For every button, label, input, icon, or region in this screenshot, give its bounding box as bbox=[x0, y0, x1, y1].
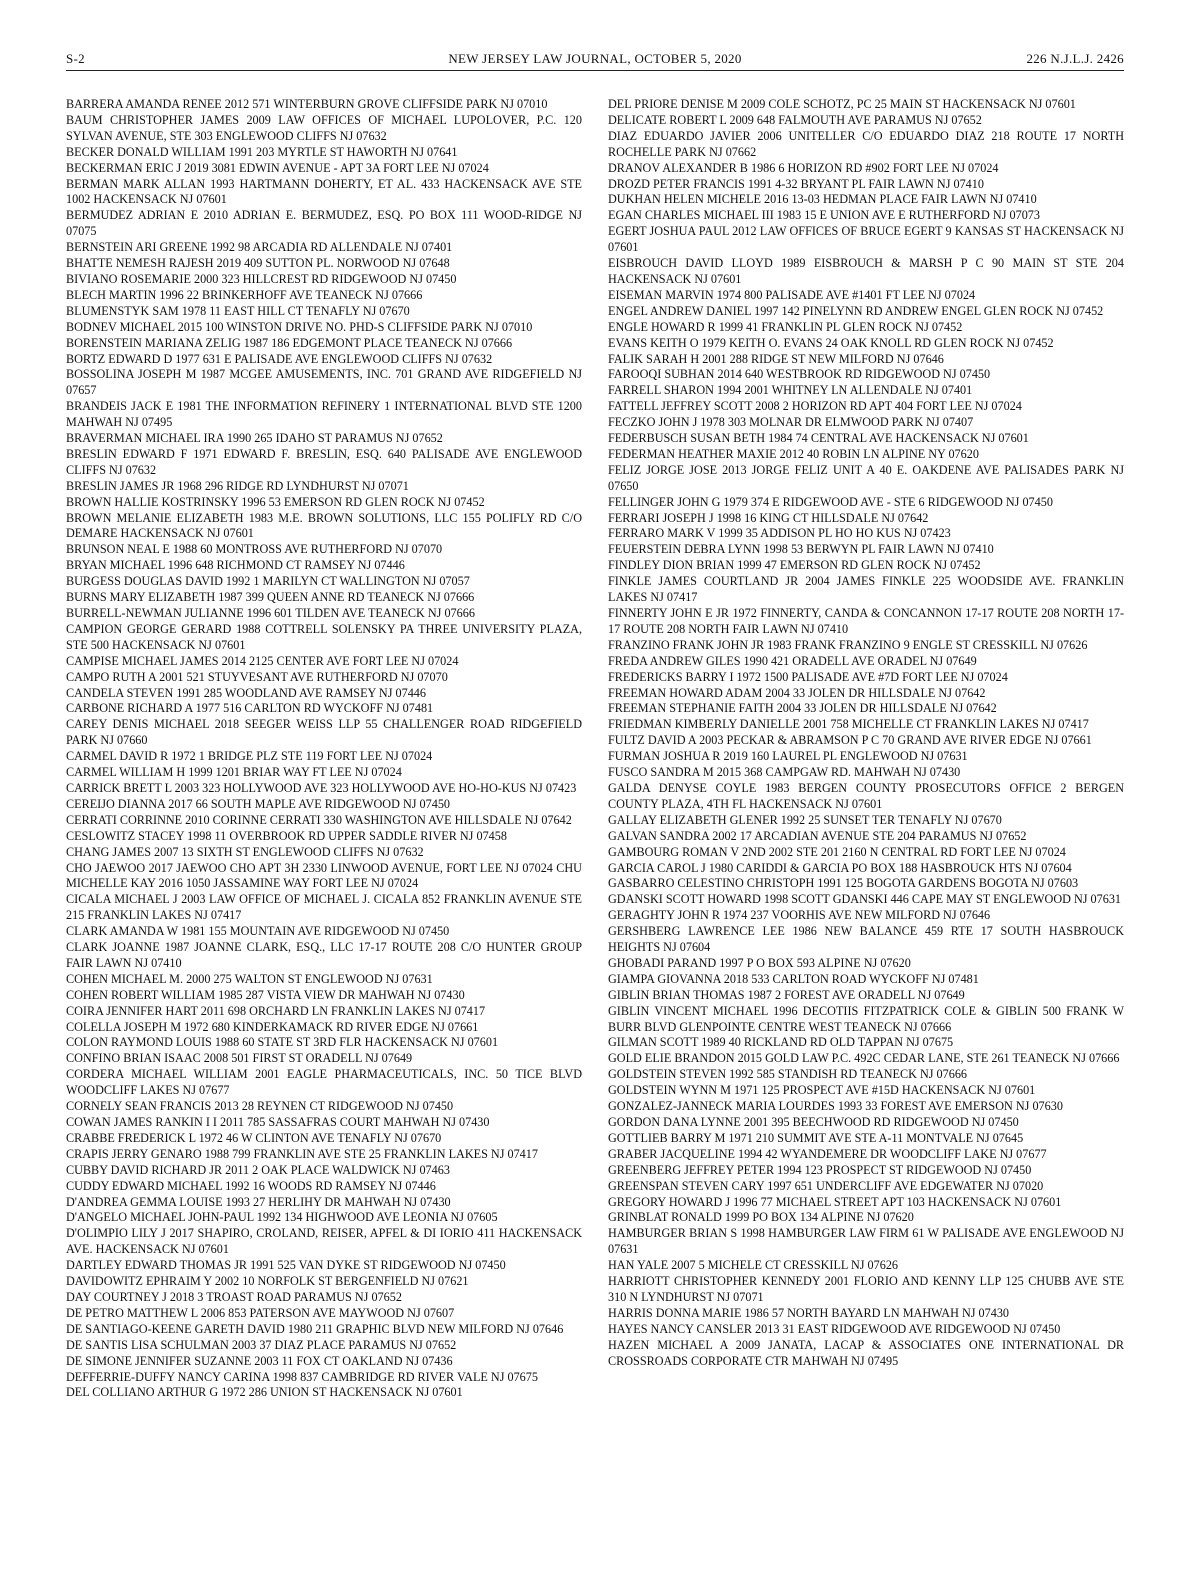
attorney-listing: DEFFERRIE-DUFFY NANCY CARINA 1998 837 CAMBRIDGE RD RIVER VALE NJ 07675 bbox=[66, 1369, 538, 1384]
attorney-listing: DEL PRIORE DENISE M 2009 COLE SCHOTZ, PC 25 MAIN ST HACKENSACK NJ 07601 bbox=[608, 97, 1076, 111]
attorney-listing: BARRERA AMANDA RENEE 2012 571 WINTERBURN GROVE CLIFFSIDE PARK NJ 07010 bbox=[66, 97, 548, 111]
attorney-listing: HAMBURGER BRIAN S 1998 HAMBURGER LAW FIRM 61 W PALISADE AVE ENGLEWOOD NJ 07631 bbox=[608, 1226, 1124, 1257]
attorney-listing: BODNEV MICHAEL 2015 100 WINSTON DRIVE NO. PHD-S CLIFFSIDE PARK NJ 07010 bbox=[66, 319, 533, 334]
attorney-listing: FUSCO SANDRA M 2015 368 CAMPGAW RD. MAHWAH NJ 07430 bbox=[608, 765, 961, 780]
attorney-listing: BROWN HALLIE KOSTRINSKY 1996 53 EMERSON RD GLEN ROCK NJ 07452 bbox=[66, 494, 485, 509]
attorney-listing: FINDLEY DION BRIAN 1999 47 EMERSON RD GLEN ROCK NJ 07452 bbox=[608, 558, 981, 573]
attorney-listing: GASBARRO CELESTINO CHRISTOPH 1991 125 BOGOTA GARDENS BOGOTA NJ 07603 bbox=[608, 876, 1079, 891]
attorney-listing: CAMPION GEORGE GERARD 1988 COTTRELL SOLENSKY PA THREE UNIVERSITY PLAZA, STE 500 HACKENSACK NJ 07601 bbox=[66, 621, 582, 652]
attorney-listing: D'OLIMPIO LILY J 2017 SHAPIRO, CROLAND, REISER, APFEL & DI IORIO 411 HACKENSACK AVE. HACKENSACK NJ 07601 bbox=[66, 1226, 582, 1257]
attorney-listing: COIRA JENNIFER HART 2011 698 ORCHARD LN FRANKLIN LAKES NJ 07417 bbox=[66, 1003, 486, 1018]
attorney-listing: CRAPIS JERRY GENARO 1988 799 FRANKLIN AVE STE 25 FRANKLIN LAKES NJ 07417 bbox=[66, 1146, 538, 1161]
attorney-listing: GREENBERG JEFFREY PETER 1994 123 PROSPECT ST RIDGEWOOD NJ 07450 bbox=[608, 1162, 1032, 1177]
attorney-listing: CUBBY DAVID RICHARD JR 2011 2 OAK PLACE WALDWICK NJ 07463 bbox=[66, 1162, 450, 1177]
attorney-listing: FERRARO MARK V 1999 35 ADDISON PL HO HO KUS NJ 07423 bbox=[608, 526, 951, 541]
attorney-listing: ENGEL ANDREW DANIEL 1997 142 PINELYNN RD ANDREW ENGEL GLEN ROCK NJ 07452 bbox=[608, 303, 1104, 318]
attorney-listing: FREDERICKS BARRY I 1972 1500 PALISADE AVE #7D FORT LEE NJ 07024 bbox=[608, 669, 1008, 684]
attorney-listing: CORDERA MICHAEL WILLIAM 2001 EAGLE PHARMACEUTICALS, INC. 50 TICE BLVD WOODCLIFF LAKES NJ 07677 bbox=[66, 1067, 582, 1098]
attorney-listing: GREGORY HOWARD J 1996 77 MICHAEL STREET APT 103 HACKENSACK NJ 07601 bbox=[608, 1194, 1062, 1209]
attorney-listing: EGAN CHARLES MICHAEL III 1983 15 E UNION AVE E RUTHERFORD NJ 07073 bbox=[608, 208, 1040, 223]
attorney-listing: HARRIS DONNA MARIE 1986 57 NORTH BAYARD LN MAHWAH NJ 07430 bbox=[608, 1305, 1010, 1320]
attorney-listing: GARCIA CAROL J 1980 CARIDDI & GARCIA PO BOX 188 HASBROUCK HTS NJ 07604 bbox=[608, 860, 1072, 875]
attorney-listing: GIAMPA GIOVANNA 2018 533 CARLTON ROAD WYCKOFF NJ 07481 bbox=[608, 971, 979, 986]
attorney-listing: BECKERMAN ERIC J 2019 3081 EDWIN AVENUE - APT 3A FORT LEE NJ 07024 bbox=[66, 160, 489, 175]
attorney-listing: DEL COLLIANO ARTHUR G 1972 286 UNION ST HACKENSACK NJ 07601 bbox=[66, 1385, 463, 1400]
attorney-listing: DRANOV ALEXANDER B 1986 6 HORIZON RD #902 FORT LEE NJ 07024 bbox=[608, 160, 999, 175]
attorney-listing: FREDA ANDREW GILES 1990 421 ORADELL AVE ORADEL NJ 07649 bbox=[608, 653, 977, 668]
attorney-listing: BRESLIN JAMES JR 1968 296 RIDGE RD LYNDHURST NJ 07071 bbox=[66, 478, 409, 493]
attorney-listing: CONFINO BRIAN ISAAC 2008 501 FIRST ST ORADELL NJ 07649 bbox=[66, 1051, 413, 1066]
attorney-listing: FALIK SARAH H 2001 288 RIDGE ST NEW MILFORD NJ 07646 bbox=[608, 351, 944, 366]
attorney-listing: FAROOQI SUBHAN 2014 640 WESTBROOK RD RIDGEWOOD NJ 07450 bbox=[608, 367, 991, 382]
attorney-listing: FELIZ JORGE JOSE 2013 JORGE FELIZ UNIT A 40 E. OAKDENE AVE PALISADES PARK NJ 07650 bbox=[608, 462, 1124, 493]
attorney-listing: DE SANTIAGO-KEENE GARETH DAVID 1980 211 GRAPHIC BLVD NEW MILFORD NJ 07646 bbox=[66, 1321, 564, 1336]
attorney-listing: FURMAN JOSHUA R 2019 160 LAUREL PL ENGLEWOOD NJ 07631 bbox=[608, 749, 968, 764]
page-label: S-2 bbox=[66, 51, 85, 66]
attorney-listing: GORDON DANA LYNNE 2001 395 BEECHWOOD RD RIDGEWOOD NJ 07450 bbox=[608, 1115, 1019, 1129]
left-column bbox=[66, 97, 582, 1401]
attorney-listing: DUKHAN HELEN MICHELE 2016 13-03 HEDMAN PLACE FAIR LAWN NJ 07410 bbox=[608, 192, 1037, 207]
attorney-listing: HAZEN MICHAEL A 2009 JANATA, LACAP & ASSOCIATES ONE INTERNATIONAL DR CROSSROADS CORPORATE CTR MAHWAH NJ 07495 bbox=[608, 1337, 1124, 1368]
attorney-listing: BURNS MARY ELIZABETH 1987 399 QUEEN ANNE RD TEANECK NJ 07666 bbox=[66, 590, 475, 605]
attorney-listing: CEREIJO DIANNA 2017 66 SOUTH MAPLE AVE RIDGEWOOD NJ 07450 bbox=[66, 796, 451, 811]
attorney-listing: FREEMAN STEPHANIE FAITH 2004 33 JOLEN DR HILLSDALE NJ 07642 bbox=[608, 701, 997, 716]
attorney-listing: EISEMAN MARVIN 1974 800 PALISADE AVE #1401 FT LEE NJ 07024 bbox=[608, 287, 976, 302]
attorney-listing: GERSHBERG LAWRENCE LEE 1986 NEW BALANCE 459 RTE 17 SOUTH HASBROUCK HEIGHTS NJ 07604 bbox=[608, 924, 1124, 955]
attorney-listing: FELLINGER JOHN G 1979 374 E RIDGEWOOD AVE - STE 6 RIDGEWOOD NJ 07450 bbox=[608, 494, 1053, 509]
attorney-listing: BORTZ EDWARD D 1977 631 E PALISADE AVE ENGLEWOOD CLIFFS NJ 07632 bbox=[66, 351, 493, 366]
attorney-listing: GOLDSTEIN STEVEN 1992 585 STANDISH RD TEANECK NJ 07666 bbox=[608, 1067, 968, 1082]
attorney-listing: GIBLIN BRIAN THOMAS 1987 2 FOREST AVE ORADELL NJ 07649 bbox=[608, 987, 965, 1002]
attorney-listing: CANDELA STEVEN 1991 285 WOODLAND AVE RAMSEY NJ 07446 bbox=[66, 685, 426, 700]
attorney-listing: FERRARI JOSEPH J 1998 16 KING CT HILLSDALE NJ 07642 bbox=[608, 510, 929, 525]
attorney-listing: CAREY DENIS MICHAEL 2018 SEEGER WEISS LLP 55 CHALLENGER ROAD RIDGEFIELD PARK NJ 07660 bbox=[66, 717, 582, 748]
attorney-listing: GONZALEZ-JANNECK MARIA LOURDES 1993 33 FOREST AVE EMERSON NJ 07630 bbox=[608, 1099, 1063, 1114]
attorney-listing: EVANS KEITH O 1979 KEITH O. EVANS 24 OAK KNOLL RD GLEN ROCK NJ 07452 bbox=[608, 335, 1054, 350]
attorney-listing: BIVIANO ROSEMARIE 2000 323 HILLCREST RD RIDGEWOOD NJ 07450 bbox=[66, 271, 457, 286]
attorney-listing: CARMEL WILLIAM H 1999 1201 BRIAR WAY FT LEE NJ 07024 bbox=[66, 765, 402, 780]
attorney-listing: COLON RAYMOND LOUIS 1988 60 STATE ST 3RD FLR HACKENSACK NJ 07601 bbox=[66, 1035, 499, 1050]
attorney-listing: GIBLIN VINCENT MICHAEL 1996 DECOTIIS FITZPATRICK COLE & GIBLIN 500 FRANK W BURR BLVD GLENPOINTE CENTRE WEST TEANECK NJ 07666 bbox=[608, 1003, 1124, 1034]
attorney-listing: BECKER DONALD WILLIAM 1991 203 MYRTLE ST HAWORTH NJ 07641 bbox=[66, 144, 458, 159]
attorney-listing: GRABER JACQUELINE 1994 42 WYANDEMERE DR WOODCLIFF LAKE NJ 07677 bbox=[608, 1146, 1047, 1161]
right-column bbox=[608, 97, 1124, 1370]
attorney-listing: FECZKO JOHN J 1978 303 MOLNAR DR ELMWOOD PARK NJ 07407 bbox=[608, 415, 974, 430]
attorney-listing: CICALA MICHAEL J 2003 LAW OFFICE OF MICHAEL J. CICALA 852 FRANKLIN AVENUE STE 215 FRANKLIN LAKES NJ 07417 bbox=[66, 892, 582, 923]
attorney-listing: HAN YALE 2007 5 MICHELE CT CRESSKILL NJ 07626 bbox=[608, 1258, 899, 1273]
attorney-listing: GREENSPAN STEVEN CARY 1997 651 UNDERCLIFF AVE EDGEWATER NJ 07020 bbox=[608, 1178, 1044, 1193]
attorney-listing: FEDERMAN HEATHER MAXIE 2012 40 ROBIN LN ALPINE NY 07620 bbox=[608, 446, 979, 461]
attorney-listing: CARRICK BRETT L 2003 323 HOLLYWOOD AVE 323 HOLLYWOOD AVE HO-HO-KUS NJ 07423 bbox=[66, 780, 577, 795]
attorney-listing: FATTELL JEFFREY SCOTT 2008 2 HORIZON RD APT 404 FORT LEE NJ 07024 bbox=[608, 399, 1022, 414]
attorney-listing: FRIEDMAN KIMBERLY DANIELLE 2001 758 MICHELLE CT FRANKLIN LAKES NJ 07417 bbox=[608, 717, 1089, 732]
attorney-listing: BRANDEIS JACK E 1981 THE INFORMATION REFINERY 1 INTERNATIONAL BLVD STE 1200 MAHWAH NJ 07495 bbox=[66, 399, 582, 430]
attorney-listing: BRYAN MICHAEL 1996 648 RICHMOND CT RAMSEY NJ 07446 bbox=[66, 558, 405, 573]
attorney-listing: BAUM CHRISTOPHER JAMES 2009 LAW OFFICES OF MICHAEL LUPOLOVER, P.C. 120 SYLVAN AVENUE, STE 303 ENGLEWOOD CLIFFS NJ 07632 bbox=[66, 112, 582, 143]
attorney-listing: CLARK JOANNE 1987 JOANNE CLARK, ESQ., LLC 17-17 ROUTE 208 C/O HUNTER GROUP FAIR LAWN NJ 07410 bbox=[66, 940, 582, 970]
attorney-listing: EISBROUCH DAVID LLOYD 1989 EISBROUCH & MARSH P C 90 MAIN ST STE 204 HACKENSACK NJ 07601 bbox=[608, 256, 1124, 286]
attorney-listing: BROWN MELANIE ELIZABETH 1983 M.E. BROWN SOLUTIONS, LLC 155 POLIFLY RD C/O DEMARE HACKENSACK NJ 07601 bbox=[66, 510, 582, 541]
attorney-listing: FREEMAN HOWARD ADAM 2004 33 JOLEN DR HILLSDALE NJ 07642 bbox=[608, 685, 986, 700]
attorney-listing: GOLD ELIE BRANDON 2015 GOLD LAW P.C. 492C CEDAR LANE, STE 261 TEANECK NJ 07666 bbox=[608, 1051, 1120, 1066]
attorney-listing: FULTZ DAVID A 2003 PECKAR & ABRAMSON P C 70 GRAND AVE RIVER EDGE NJ 07661 bbox=[608, 733, 1092, 748]
attorney-listing: COHEN ROBERT WILLIAM 1985 287 VISTA VIEW DR MAHWAH NJ 07430 bbox=[66, 987, 465, 1002]
attorney-listing: CERRATI CORRINNE 2010 CORINNE CERRATI 330 WASHINGTON AVE HILLSDALE NJ 07642 bbox=[66, 812, 572, 827]
attorney-listing: FEDERBUSCH SUSAN BETH 1984 74 CENTRAL AVE HACKENSACK NJ 07601 bbox=[608, 431, 1029, 446]
attorney-listing: FRANZINO FRANK JOHN JR 1983 FRANK FRANZINO 9 ENGLE ST CRESSKILL NJ 07626 bbox=[608, 637, 1088, 652]
attorney-listing: FINNERTY JOHN E JR 1972 FINNERTY, CANDA & CONCANNON 17-17 ROUTE 208 NORTH 17-17 ROUTE 208 NORTH FAIR LAWN NJ 07410 bbox=[608, 606, 1124, 636]
attorney-listing: HAYES NANCY CANSLER 2013 31 EAST RIDGEWOOD AVE RIDGEWOOD NJ 07450 bbox=[608, 1321, 1061, 1336]
attorney-listing: GOTTLIEB BARRY M 1971 210 SUMMIT AVE STE A-11 MONTVALE NJ 07645 bbox=[608, 1130, 1024, 1145]
attorney-listing: GAMBOURG ROMAN V 2ND 2002 STE 201 2160 N CENTRAL RD FORT LEE NJ 07024 bbox=[608, 844, 1066, 859]
attorney-listing: GHOBADI PARAND 1997 P O BOX 593 ALPINE NJ 07620 bbox=[608, 955, 911, 970]
attorney-listing: COLELLA JOSEPH M 1972 680 KINDERKAMACK RD RIVER EDGE NJ 07661 bbox=[66, 1019, 479, 1034]
attorney-listing: ENGLE HOWARD R 1999 41 FRANKLIN PL GLEN ROCK NJ 07452 bbox=[608, 319, 963, 334]
attorney-listing: BLECH MARTIN 1996 22 BRINKERHOFF AVE TEANECK NJ 07666 bbox=[66, 287, 423, 302]
attorney-listing: BURGESS DOUGLAS DAVID 1992 1 MARILYN CT WALLINGTON NJ 07057 bbox=[66, 574, 470, 589]
attorney-listing: CARBONE RICHARD A 1977 516 CARLTON RD WYCKOFF NJ 07481 bbox=[66, 701, 434, 716]
attorney-listing: DAY COURTNEY J 2018 3 TROAST ROAD PARAMUS NJ 07652 bbox=[66, 1289, 402, 1304]
attorney-listing: BRUNSON NEAL E 1988 60 MONTROSS AVE RUTHERFORD NJ 07070 bbox=[66, 542, 443, 557]
attorney-listing: FARRELL SHARON 1994 2001 WHITNEY LN ALLENDALE NJ 07401 bbox=[608, 383, 973, 398]
attorney-listing: COWAN JAMES RANKIN I I 2011 785 SASSAFRAS COURT MAHWAH NJ 07430 bbox=[66, 1115, 490, 1129]
attorney-listing: DIAZ EDUARDO JAVIER 2006 UNITELLER C/O EDUARDO DIAZ 218 ROUTE 17 NORTH ROCHELLE PARK NJ 07662 bbox=[608, 128, 1124, 159]
attorney-listing: CLARK AMANDA W 1981 155 MOUNTAIN AVE RIDGEWOOD NJ 07450 bbox=[66, 924, 450, 939]
attorney-listing: BERMUDEZ ADRIAN E 2010 ADRIAN E. BERMUDEZ, ESQ. PO BOX 111 WOOD-RIDGE NJ 07075 bbox=[66, 208, 582, 239]
attorney-listing: D'ANGELO MICHAEL JOHN-PAUL 1992 134 HIGHWOOD AVE LEONIA NJ 07605 bbox=[66, 1210, 498, 1225]
attorney-listing: CARMEL DAVID R 1972 1 BRIDGE PLZ STE 119 FORT LEE NJ 07024 bbox=[66, 749, 433, 764]
attorney-listing: BRESLIN EDWARD F 1971 EDWARD F. BRESLIN, ESQ. 640 PALISADE AVE ENGLEWOOD CLIFFS NJ 07632 bbox=[66, 446, 582, 477]
attorney-listing: COHEN MICHAEL M. 2000 275 WALTON ST ENGLEWOOD NJ 07631 bbox=[66, 971, 433, 986]
attorney-listing: GILMAN SCOTT 1989 40 RICKLAND RD OLD TAPPAN NJ 07675 bbox=[608, 1035, 954, 1050]
attorney-listing: BURRELL-NEWMAN JULIANNE 1996 601 TILDEN AVE TEANECK NJ 07666 bbox=[66, 606, 475, 620]
attorney-listing: GALDA DENYSE COYLE 1983 BERGEN COUNTY PROSECUTORS OFFICE 2 BERGEN COUNTY PLAZA, 4TH FL HACKENSACK NJ 07601 bbox=[608, 780, 1124, 811]
attorney-listing: CORNELY SEAN FRANCIS 2013 28 REYNEN CT RIDGEWOOD NJ 07450 bbox=[66, 1099, 454, 1114]
attorney-listing: CAMPO RUTH A 2001 521 STUYVESANT AVE RUTHERFORD NJ 07070 bbox=[66, 669, 448, 684]
attorney-listing: BOSSOLINA JOSEPH M 1987 MCGEE AMUSEMENTS, INC. 701 GRAND AVE RIDGEFIELD NJ 07657 bbox=[66, 367, 582, 398]
attorney-listing: CHO JAEWOO 2017 JAEWOO CHO APT 3H 2330 LINWOOD AVENUE, FORT LEE NJ 07024 CHU MICHELLE KAY 2016 1050 JASSAMINE WAY FORT LEE NJ 07024 bbox=[66, 860, 582, 891]
attorney-listing: EGERT JOSHUA PAUL 2012 LAW OFFICES OF BRUCE EGERT 9 KANSAS ST HACKENSACK NJ 07601 bbox=[608, 224, 1124, 255]
attorney-listing: BHATTE NEMESH RAJESH 2019 409 SUTTON PL. NORWOOD NJ 07648 bbox=[66, 256, 450, 271]
attorney-listing: BERNSTEIN ARI GREENE 1992 98 ARCADIA RD ALLENDALE NJ 07401 bbox=[66, 240, 453, 255]
attorney-listing: GERAGHTY JOHN R 1974 237 VOORHIS AVE NEW MILFORD NJ 07646 bbox=[608, 908, 991, 923]
attorney-listing: DARTLEY EDWARD THOMAS JR 1991 525 VAN DYKE ST RIDGEWOOD NJ 07450 bbox=[66, 1258, 506, 1273]
attorney-listing: DROZD PETER FRANCIS 1991 4-32 BRYANT PL FAIR LAWN NJ 07410 bbox=[608, 176, 984, 191]
attorney-listing: BLUMENSTYK SAM 1978 11 EAST HILL CT TENAFLY NJ 07670 bbox=[66, 303, 410, 318]
attorney-listing: BRAVERMAN MICHAEL IRA 1990 265 IDAHO ST PARAMUS NJ 07652 bbox=[66, 431, 443, 446]
attorney-listing: GALVAN SANDRA 2002 17 ARCADIAN AVENUE STE 204 PARAMUS NJ 07652 bbox=[608, 828, 1027, 843]
attorney-listing: BERMAN MARK ALLAN 1993 HARTMANN DOHERTY, ET AL. 433 HACKENSACK AVE STE 1002 HACKENSACK NJ 07601 bbox=[66, 176, 582, 207]
attorney-listing: D'ANDREA GEMMA LOUISE 1993 27 HERLIHY DR MAHWAH NJ 07430 bbox=[66, 1194, 451, 1209]
attorney-listing: DE PETRO MATTHEW L 2006 853 PATERSON AVE MAYWOOD NJ 07607 bbox=[66, 1305, 455, 1320]
attorney-listing: GRINBLAT RONALD 1999 PO BOX 134 ALPINE NJ 07620 bbox=[608, 1210, 914, 1225]
attorney-listing: DE SANTIS LISA SCHULMAN 2003 37 DIAZ PLACE PARAMUS NJ 07652 bbox=[66, 1337, 457, 1352]
attorney-listing: FEUERSTEIN DEBRA LYNN 1998 53 BERWYN PL FAIR LAWN NJ 07410 bbox=[608, 542, 994, 557]
attorney-listing: GOLDSTEIN WYNN M 1971 125 PROSPECT AVE #15D HACKENSACK NJ 07601 bbox=[608, 1083, 1036, 1098]
attorney-listing: CHANG JAMES 2007 13 SIXTH ST ENGLEWOOD CLIFFS NJ 07632 bbox=[66, 844, 424, 859]
attorney-listing: GDANSKI SCOTT HOWARD 1998 SCOTT GDANSKI 446 CAPE MAY ST ENGLEWOOD NJ 07631 bbox=[608, 892, 1122, 907]
attorney-listing: DELICATE ROBERT L 2009 648 FALMOUTH AVE PARAMUS NJ 07652 bbox=[608, 112, 982, 127]
attorney-listing: CESLOWITZ STACEY 1998 11 OVERBROOK RD UPPER SADDLE RIVER NJ 07458 bbox=[66, 828, 507, 843]
attorney-listing: CUDDY EDWARD MICHAEL 1992 16 WOODS RD RAMSEY NJ 07446 bbox=[66, 1178, 436, 1193]
page-header bbox=[66, 50, 1124, 71]
attorney-listing: CAMPISE MICHAEL JAMES 2014 2125 CENTER AVE FORT LEE NJ 07024 bbox=[66, 653, 459, 668]
attorney-listing: GALLAY ELIZABETH GLENER 1992 25 SUNSET TER TENAFLY NJ 07670 bbox=[608, 812, 1002, 827]
attorney-listing: FINKLE JAMES COURTLAND JR 2004 JAMES FINKLE 225 WOODSIDE AVE. FRANKLIN LAKES NJ 07417 bbox=[608, 574, 1124, 605]
citation: 226 N.J.L.J. 2426 bbox=[1026, 51, 1124, 66]
attorney-listing: HARRIOTT CHRISTOPHER KENNEDY 2001 FLORIO AND KENNY LLP 125 CHUBB AVE STE 310 N LYNDHURST NJ 07071 bbox=[608, 1274, 1124, 1304]
attorney-listing: DAVIDOWITZ EPHRAIM Y 2002 10 NORFOLK ST BERGENFIELD NJ 07621 bbox=[66, 1274, 469, 1289]
attorney-listing: CRABBE FREDERICK L 1972 46 W CLINTON AVE TENAFLY NJ 07670 bbox=[66, 1130, 442, 1145]
journal-title: NEW JERSEY LAW JOURNAL, OCTOBER 5, 2020 bbox=[448, 51, 742, 66]
attorney-listing: DE SIMONE JENNIFER SUZANNE 2003 11 FOX CT OAKLAND NJ 07436 bbox=[66, 1353, 453, 1368]
attorney-listing: BORENSTEIN MARIANA ZELIG 1987 186 EDGEMONT PLACE TEANECK NJ 07666 bbox=[66, 335, 513, 350]
